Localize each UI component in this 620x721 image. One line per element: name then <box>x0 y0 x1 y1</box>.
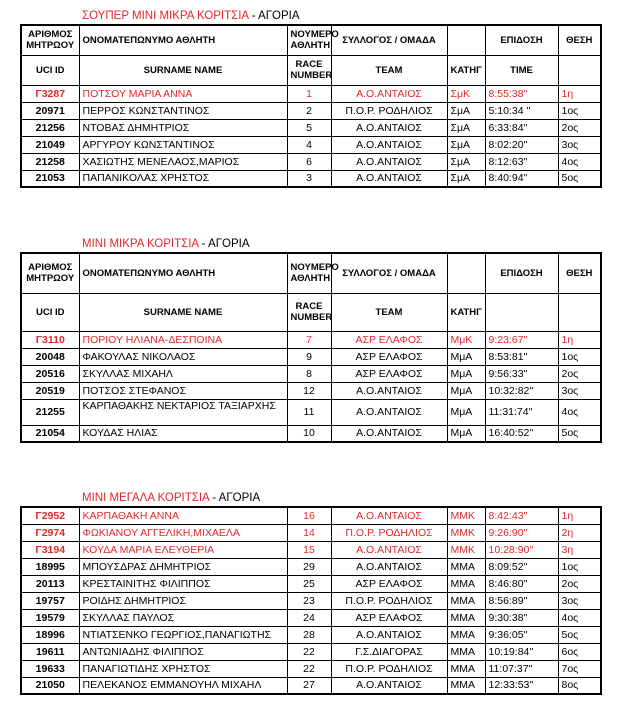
team-name: Α.Ο.ΑΝΤΑΙΟΣ <box>331 136 447 153</box>
header-position: ΘΕΣΗ <box>558 253 601 293</box>
section-title <box>20 490 600 506</box>
team-name: Α.Ο.ΑΝΤΑΙΟΣ <box>331 119 447 136</box>
position: 2ος <box>558 119 601 136</box>
team-name: Α.Ο.ΑΝΤΑΙΟΣ <box>331 382 447 399</box>
athlete-id: 19611 <box>21 643 79 660</box>
athlete-name: ΝΤΟΒΑΣ ΔΗΜΗΤΡΙΟΣ <box>79 119 287 136</box>
time-value: 10:28:90'' <box>485 541 558 558</box>
header-position: ΘΕΣΗ <box>558 25 601 55</box>
category: ΜΜΑ <box>447 677 485 694</box>
header-team: ΣΥΛΛΟΓΟΣ / ΟΜΑΔΑ <box>331 25 447 55</box>
athlete-id: 20519 <box>21 382 79 399</box>
time-value: 8:12:63'' <box>485 153 558 170</box>
category: ΜΜΑ <box>447 609 485 626</box>
race-number: 22 <box>287 643 331 660</box>
header-blank <box>447 25 485 55</box>
results-table <box>20 506 602 695</box>
header-row-greek <box>21 25 601 55</box>
position: 4ος <box>558 153 601 170</box>
time-value: 8:56:89'' <box>485 592 558 609</box>
team-name: ΑΣΡ ΕΛΑΦΟΣ <box>331 365 447 382</box>
position: 2ος <box>558 575 601 592</box>
team-name: ΑΣΡ ΕΛΑΦΟΣ <box>331 575 447 592</box>
time-value: 9:23:67'' <box>485 331 558 348</box>
category: ΜμΑ <box>447 399 485 425</box>
athlete-name: ΣΚΥΛΛΑΣ ΜΙΧΑΗΛ <box>79 365 287 382</box>
time-value: 8:55:38'' <box>485 85 558 102</box>
table-row <box>21 524 601 541</box>
table-row <box>21 425 601 442</box>
athlete-name: ΑΝΤΩΝΙΑΔΗΣ ΦΙΛΙΠΠΟΣ <box>79 643 287 660</box>
header-blank <box>485 293 558 331</box>
athlete-name: ΜΠΟΥΣΔΡΑΣ ΔΗΜΗΤΡΙΟΣ <box>79 558 287 575</box>
time-value: 9:56:33'' <box>485 365 558 382</box>
time-value: 9:26:90'' <box>485 524 558 541</box>
athlete-id: Γ3194 <box>21 541 79 558</box>
time-value: 12:33:53'' <box>485 677 558 694</box>
header-row-english <box>21 293 601 331</box>
category: ΜΜΑ <box>447 643 485 660</box>
team-name: Α.Ο.ΑΝΤΑΙΟΣ <box>331 399 447 425</box>
table-row <box>21 85 601 102</box>
position: 1ος <box>558 348 601 365</box>
team-name: Π.Ο.Ρ. ΡΟΔΗΛΙΟΣ <box>331 102 447 119</box>
header-team-en: TEAM <box>331 55 447 85</box>
header-category: ΚΑΤΗΓ <box>447 293 485 331</box>
athlete-name: ΑΡΓΥΡΟΥ ΚΩΝΣΤΑΝΤΙΝΟΣ <box>79 136 287 153</box>
team-name: Π.Ο.Ρ. ΡΟΔΗΛΙΟΣ <box>331 660 447 677</box>
race-number: 25 <box>287 575 331 592</box>
section-title <box>20 236 600 252</box>
team-name: Α.Ο.ΑΝΤΑΙΟΣ <box>331 558 447 575</box>
team-name: Α.Ο.ΑΝΤΑΙΟΣ <box>331 85 447 102</box>
position: 5ος <box>558 626 601 643</box>
position: 3ος <box>558 592 601 609</box>
race-number: 9 <box>287 348 331 365</box>
athlete-id: Γ2952 <box>21 507 79 524</box>
time-value: 8:02:20'' <box>485 136 558 153</box>
team-name: Α.Ο.ΑΝΤΑΙΟΣ <box>331 153 447 170</box>
position: 3ος <box>558 382 601 399</box>
section-title-category: ΜΙΝΙ ΜΕΓΑΛΑ ΚΟΡΙΤΣΙΑ <box>82 492 210 504</box>
category: ΣμΑ <box>447 119 485 136</box>
header-category: ΚΑΤΗΓ <box>447 55 485 85</box>
time-value: 5:10:34 '' <box>485 102 558 119</box>
race-number: 11 <box>287 399 331 425</box>
race-number: 24 <box>287 609 331 626</box>
position: 3η <box>558 541 601 558</box>
results-section-3 <box>20 490 600 695</box>
position: 3ος <box>558 136 601 153</box>
athlete-name: ΚΑΡΠΑΘΑΚΗ ΑΝΝΑ <box>79 507 287 524</box>
time-value: 8:42:43'' <box>485 507 558 524</box>
race-number: 22 <box>287 660 331 677</box>
category: ΜΜΑ <box>447 660 485 677</box>
table-row <box>21 153 601 170</box>
position: 7ος <box>558 660 601 677</box>
race-number: 6 <box>287 153 331 170</box>
section-title-suffix: - ΑΓΟΡΙΑ <box>198 238 250 250</box>
athlete-name: ΣΚΥΛΛΑΣ ΠΑΥΛΟΣ <box>79 609 287 626</box>
athlete-id: Γ3110 <box>21 331 79 348</box>
athlete-id: 21258 <box>21 153 79 170</box>
category: ΜΜΚ <box>447 507 485 524</box>
header-surname-name: SURNAME NAME <box>79 55 287 85</box>
table-row <box>21 592 601 609</box>
athlete-name: ΚΟΥΔΑ ΜΑΡΙΑ ΕΛΕΥΘΕΡΙΑ <box>79 541 287 558</box>
header-blank <box>558 293 601 331</box>
header-number: ΝΟΥΜΕΡΟ ΑΘΛΗΤΗ <box>287 253 331 293</box>
athlete-id: 18996 <box>21 626 79 643</box>
header-race-number: RACE NUMBER <box>287 293 331 331</box>
team-name: Π.Ο.Ρ. ΡΟΔΗΛΙΟΣ <box>331 592 447 609</box>
header-row-english <box>21 55 601 85</box>
time-value: 9:30:38'' <box>485 609 558 626</box>
race-number: 5 <box>287 119 331 136</box>
athlete-name: ΠΟΤΣΟΥ ΜΑΡΙΑ ΑΝΝΑ <box>79 85 287 102</box>
table-row <box>21 507 601 524</box>
header-blank <box>447 253 485 293</box>
athlete-name: ΚΑΡΠΑΘΑΚΗΣ ΝΕΚΤΑΡΙΟΣ ΤΑΞΙΑΡΧΗΣ <box>79 399 287 425</box>
position: 8ος <box>558 677 601 694</box>
category: ΜΜΑ <box>447 592 485 609</box>
header-uci-id: UCI ID <box>21 55 79 85</box>
table-row <box>21 677 601 694</box>
race-number: 27 <box>287 677 331 694</box>
header-row-greek <box>21 253 601 293</box>
athlete-id: 21053 <box>21 170 79 187</box>
athlete-id: 19579 <box>21 609 79 626</box>
time-value: 9:36:05'' <box>485 626 558 643</box>
athlete-id: Γ2974 <box>21 524 79 541</box>
header-time: ΕΠΙΔΟΣΗ <box>485 25 558 55</box>
header-name: ΟΝΟΜΑΤΕΠΩΝΥΜΟ ΑΘΛΗΤΗ <box>79 253 287 293</box>
athlete-name: ΚΡΕΣΤΑΙΝΙΤΗΣ ΦΙΛΙΠΠΟΣ <box>79 575 287 592</box>
category: ΣμΑ <box>447 136 485 153</box>
table-row <box>21 626 601 643</box>
category: ΜμΑ <box>447 348 485 365</box>
header-number: ΝΟΥΜΕΡΟ ΑΘΛΗΤΗ <box>287 25 331 55</box>
header-team: ΣΥΛΛΟΓΟΣ / ΟΜΑΔΑ <box>331 253 447 293</box>
position: 6ος <box>558 643 601 660</box>
athlete-id: 21050 <box>21 677 79 694</box>
race-number: 23 <box>287 592 331 609</box>
race-number: 2 <box>287 102 331 119</box>
athlete-id: 18995 <box>21 558 79 575</box>
race-number: 7 <box>287 331 331 348</box>
athlete-id: 19757 <box>21 592 79 609</box>
category: ΜΜΑ <box>447 558 485 575</box>
athlete-name: ΠΟΡΙΟΥ ΗΛΙΑΝΑ-ΔΕΣΠΟΙΝΑ <box>79 331 287 348</box>
position: 1η <box>558 507 601 524</box>
team-name: Α.Ο.ΑΝΤΑΙΟΣ <box>331 541 447 558</box>
athlete-name: ΠΑΠΑΝΙΚΟΛΑΣ ΧΡΗΣΤΟΣ <box>79 170 287 187</box>
position: 5ος <box>558 170 601 187</box>
section-title <box>20 8 600 24</box>
table-row <box>21 348 601 365</box>
time-value: 16:40:52'' <box>485 425 558 442</box>
position: 4ος <box>558 399 601 425</box>
position: 2η <box>558 524 601 541</box>
category: ΜμΑ <box>447 382 485 399</box>
header-blank <box>558 55 601 85</box>
athlete-id: 20971 <box>21 102 79 119</box>
header-id: ΑΡΙΘΜΟΣ ΜΗΤΡΩΟΥ <box>21 253 79 293</box>
athlete-id: 20048 <box>21 348 79 365</box>
race-number: 4 <box>287 136 331 153</box>
race-number: 28 <box>287 626 331 643</box>
table-row <box>21 365 601 382</box>
results-table <box>20 252 602 443</box>
athlete-name: ΠΕΡΡΟΣ ΚΩΝΣΤΑΝΤΙΝΟΣ <box>79 102 287 119</box>
time-value: 8:53:81'' <box>485 348 558 365</box>
race-number: 15 <box>287 541 331 558</box>
team-name: ΑΣΡ ΕΛΑΦΟΣ <box>331 331 447 348</box>
table-row <box>21 170 601 187</box>
athlete-name: ΦΩΚΙΑΝΟΥ ΑΓΓΕΛΙΚΗ,ΜΙΧΑΕΛΑ <box>79 524 287 541</box>
position: 4ος <box>558 609 601 626</box>
category: ΜΜΑ <box>447 626 485 643</box>
race-number: 10 <box>287 425 331 442</box>
table-row <box>21 609 601 626</box>
race-number: 8 <box>287 365 331 382</box>
table-row <box>21 119 601 136</box>
section-title-category: ΣΟΥΠΕΡ ΜΙΝΙ ΜΙΚΡΑ ΚΟΡΙΤΣΙΑ <box>82 10 249 22</box>
category: ΜΜΚ <box>447 541 485 558</box>
athlete-id: 20113 <box>21 575 79 592</box>
table-row <box>21 575 601 592</box>
header-team-en: TEAM <box>331 293 447 331</box>
category: ΜμΚ <box>447 331 485 348</box>
category: ΣμΑ <box>447 170 485 187</box>
team-name: Π.Ο.Ρ. ΡΟΔΗΛΙΟΣ <box>331 524 447 541</box>
results-section-1 <box>20 8 600 188</box>
table-row <box>21 331 601 348</box>
team-name: Α.Ο.ΑΝΤΑΙΟΣ <box>331 170 447 187</box>
athlete-name: ΡΟΙΔΗΣ ΔΗΜΗΤΡΙΟΣ <box>79 592 287 609</box>
time-value: 10:19:84'' <box>485 643 558 660</box>
section-rows <box>21 331 601 442</box>
table-row <box>21 399 601 425</box>
athlete-name: ΦΑΚΟΥΛΑΣ ΝΙΚΟΛΑΟΣ <box>79 348 287 365</box>
header-name: ΟΝΟΜΑΤΕΠΩΝΥΜΟ ΑΘΛΗΤΗ <box>79 25 287 55</box>
category: ΣμΑ <box>447 153 485 170</box>
race-number: 16 <box>287 507 331 524</box>
position: 1η <box>558 85 601 102</box>
athlete-id: 21054 <box>21 425 79 442</box>
team-name: Α.Ο.ΑΝΤΑΙΟΣ <box>331 677 447 694</box>
athlete-id: 20516 <box>21 365 79 382</box>
race-number: 3 <box>287 170 331 187</box>
position: 1η <box>558 331 601 348</box>
athlete-id: 21049 <box>21 136 79 153</box>
header-time-en: TIME <box>485 55 558 85</box>
position: 2ος <box>558 365 601 382</box>
time-value: 8:40:94'' <box>485 170 558 187</box>
time-value: 6:33:84'' <box>485 119 558 136</box>
category: ΜΜΑ <box>447 575 485 592</box>
table-row <box>21 643 601 660</box>
section-rows <box>21 507 601 694</box>
category: ΣμΚ <box>447 85 485 102</box>
header-time: ΕΠΙΔΟΣΗ <box>485 253 558 293</box>
athlete-name: ΠΕΛΕΚΑΝΟΣ ΕΜΜΑΝΟΥΗΛ ΜΙΧΑΗΛ <box>79 677 287 694</box>
header-id: ΑΡΙΘΜΟΣ ΜΗΤΡΩΟΥ <box>21 25 79 55</box>
table-row <box>21 660 601 677</box>
team-name: Γ.Σ.ΔΙΑΓΟΡΑΣ <box>331 643 447 660</box>
header-surname-name: SURNAME NAME <box>79 293 287 331</box>
time-value: 8:09:52'' <box>485 558 558 575</box>
athlete-id: 19633 <box>21 660 79 677</box>
category: ΜμΑ <box>447 425 485 442</box>
race-number: 12 <box>287 382 331 399</box>
category: ΣμΑ <box>447 102 485 119</box>
race-number: 14 <box>287 524 331 541</box>
section-title-suffix: - ΑΓΟΡΙΑ <box>248 10 300 22</box>
results-table <box>20 24 602 188</box>
category: ΜμΑ <box>447 365 485 382</box>
athlete-name: ΠΑΝΑΓΙΩΤΙΔΗΣ ΧΡΗΣΤΟΣ <box>79 660 287 677</box>
section-rows <box>21 85 601 187</box>
athlete-id: 21256 <box>21 119 79 136</box>
time-value: 11:07:37'' <box>485 660 558 677</box>
athlete-name: ΠΟΤΣΟΣ ΣΤΕΦΑΝΟΣ <box>79 382 287 399</box>
table-row <box>21 136 601 153</box>
position: 1ος <box>558 102 601 119</box>
category: ΜΜΚ <box>447 524 485 541</box>
athlete-name: ΝΤΙΑΤΣΕΝΚΟ ΓΕΩΡΓΙΟΣ,ΠΑΝΑΓΙΩΤΗΣ <box>79 626 287 643</box>
results-section-2 <box>20 236 600 443</box>
section-title-category: ΜΙΝΙ ΜΙΚΡΑ ΚΟΡΙΤΣΙΑ <box>82 238 199 250</box>
section-title-suffix: - ΑΓΟΡΙΑ <box>209 492 261 504</box>
position: 5ος <box>558 425 601 442</box>
time-value: 8:46:80'' <box>485 575 558 592</box>
time-value: 10:32:82'' <box>485 382 558 399</box>
header-race-number: RACE NUMBER <box>287 55 331 85</box>
team-name: ΑΣΡ ΕΛΑΦΟΣ <box>331 609 447 626</box>
athlete-id: Γ3287 <box>21 85 79 102</box>
time-value: 11:31:74'' <box>485 399 558 425</box>
team-name: Α.Ο.ΑΝΤΑΙΟΣ <box>331 425 447 442</box>
athlete-name: ΚΟΥΔΑΣ ΗΛΙΑΣ <box>79 425 287 442</box>
race-number: 29 <box>287 558 331 575</box>
table-row <box>21 541 601 558</box>
table-row <box>21 382 601 399</box>
team-name: Α.Ο.ΑΝΤΑΙΟΣ <box>331 626 447 643</box>
team-name: ΑΣΡ ΕΛΑΦΟΣ <box>331 348 447 365</box>
table-row <box>21 558 601 575</box>
header-uci-id: UCI ID <box>21 293 79 331</box>
table-row <box>21 102 601 119</box>
athlete-name: ΧΑΣΙΩΤΗΣ ΜΕΝΕΛΑΟΣ,ΜΑΡΙΟΣ <box>79 153 287 170</box>
position: 1ος <box>558 558 601 575</box>
team-name: Α.Ο.ΑΝΤΑΙΟΣ <box>331 507 447 524</box>
athlete-id: 21255 <box>21 399 79 425</box>
race-number: 1 <box>287 85 331 102</box>
